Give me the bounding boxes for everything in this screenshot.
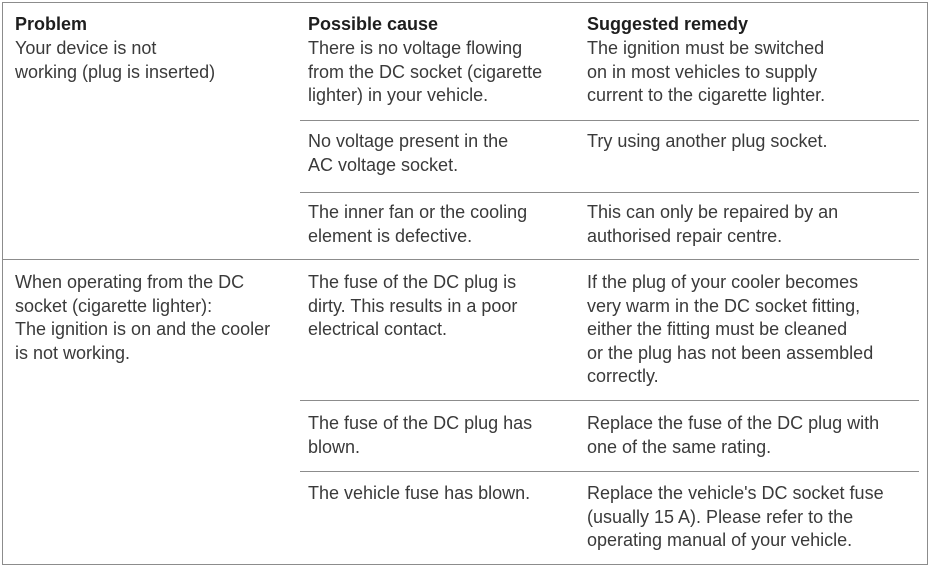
- cause-cell: The vehicle fuse has blown.: [308, 483, 531, 503]
- remedy-cell: Replace the fuse of the DC plug with one of the same rating.: [587, 413, 880, 457]
- cause-cell: No voltage present in the AC voltage socket.: [308, 131, 509, 175]
- group-divider: [3, 259, 919, 260]
- remedy-cell: Replace the vehicle's DC socket fuse (usually 15 A). Please refer to the operating manual of your vehicle.: [587, 483, 884, 550]
- row-divider: [300, 400, 919, 401]
- header-suggested-remedy: Suggested remedy: [587, 14, 749, 34]
- cause-cell: The inner fan or the cooling element is defective.: [308, 202, 528, 246]
- remedy-cell: Try using another plug socket.: [587, 131, 828, 151]
- cause-cell: There is no voltage flowing from the DC socket (cigarette lighter) in your vehicle.: [308, 38, 543, 105]
- problem-cell: Your device is not working (plug is inserted): [15, 38, 216, 82]
- problem-cell: When operating from the DC socket (cigarette lighter): The ignition is on and the cooler is not working.: [15, 272, 271, 363]
- cause-cell: The fuse of the DC plug has blown.: [308, 413, 533, 457]
- cause-cell: The fuse of the DC plug is dirty. This results in a poor electrical contact.: [308, 272, 518, 339]
- remedy-cell: If the plug of your cooler becomes very warm in the DC socket fitting, either the fitting must be cleaned or the plug has not been assembled correctly.: [587, 272, 874, 386]
- row-divider: [300, 120, 919, 121]
- header-possible-cause: Possible cause: [308, 14, 439, 34]
- row-divider: [300, 471, 919, 472]
- remedy-cell: This can only be repaired by an authorised repair centre.: [587, 202, 839, 246]
- header-problem: Problem: [15, 14, 88, 34]
- row-divider: [300, 192, 919, 193]
- remedy-cell: The ignition must be switched on in most vehicles to supply current to the cigarette lighter.: [587, 38, 826, 105]
